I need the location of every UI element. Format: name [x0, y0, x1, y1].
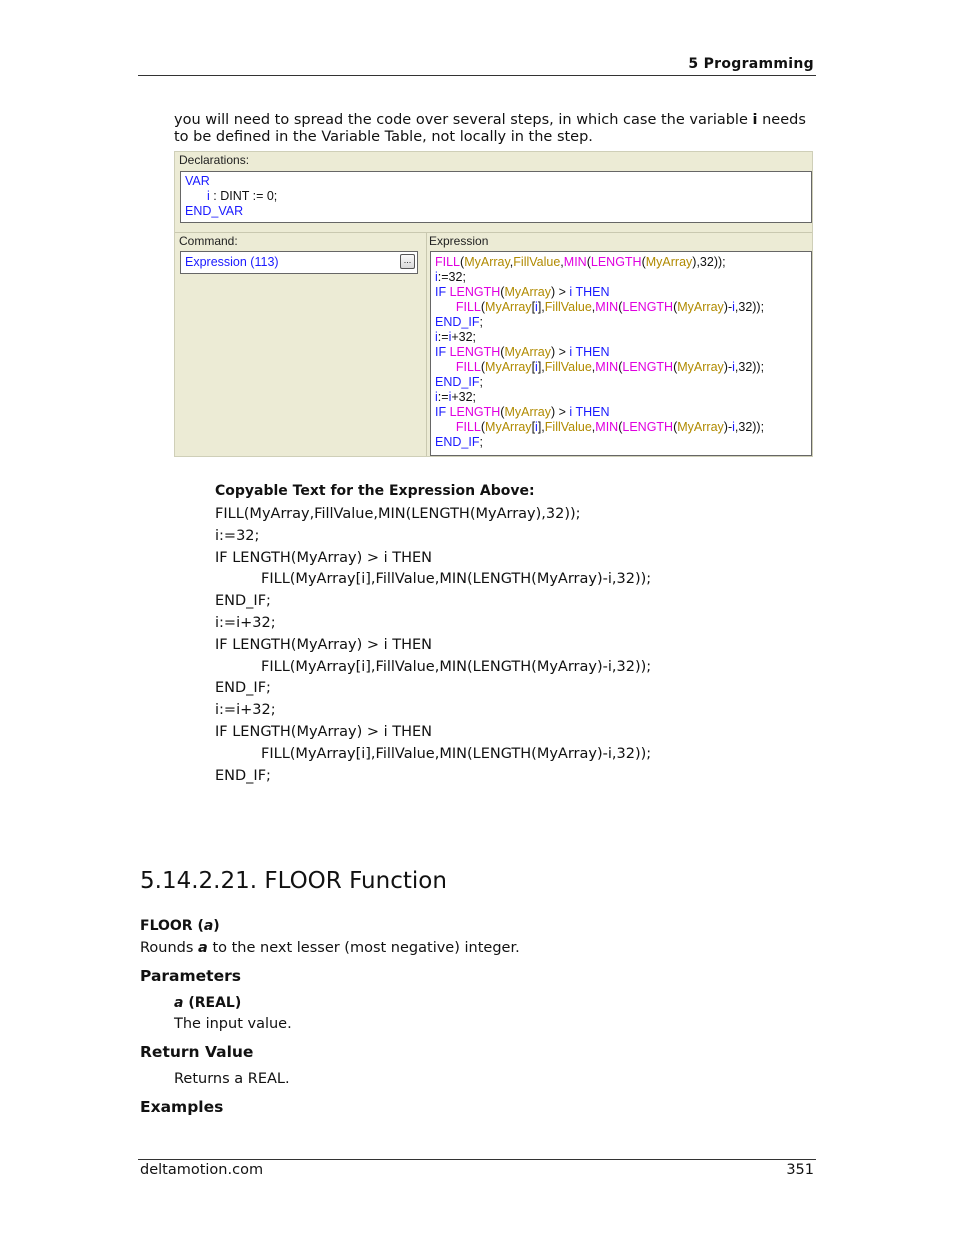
intro-text-2: needs to be defined in the Variable Table, not locally in the step. — [174, 112, 806, 145]
function-description — [140, 940, 520, 956]
copy-line: END_IF; — [215, 680, 271, 697]
copy-line: i:=i+32; — [215, 702, 276, 719]
copy-line: FILL(MyArray[i],FillValue,MIN(LENGTH(MyArray)-i,32)); — [261, 658, 652, 675]
page-number: 351 — [786, 1162, 814, 1178]
declarations-label: Declarations: — [179, 153, 250, 167]
code-line: IF LENGTH(MyArray) > i THEN — [435, 345, 610, 359]
code-line: END_IF; — [435, 315, 483, 329]
header-rule — [138, 75, 816, 76]
signature-close: ) — [213, 918, 220, 934]
parameter-name — [174, 995, 241, 1011]
copy-line: IF LENGTH(MyArray) > i THEN — [215, 723, 433, 740]
copyable-title: Copyable Text for the Expression Above: — [215, 483, 535, 499]
section-heading: 5.14.2.21. FLOOR Function — [140, 868, 447, 894]
signature-name: FLOOR ( — [140, 918, 204, 934]
command-label: Command: — [179, 234, 238, 248]
code-line: IF LENGTH(MyArray) > i THEN — [435, 285, 610, 299]
desc-text-1: Rounds — [140, 940, 199, 956]
decl-line: i : DINT := 0; — [207, 189, 278, 203]
intro-paragraph — [174, 112, 814, 146]
param-type: (REAL) — [183, 995, 242, 1011]
parameter-description: The input value. — [174, 1016, 292, 1032]
examples-heading: Examples — [140, 1098, 224, 1116]
panel-divider — [426, 232, 427, 456]
footer-site: deltamotion.com — [140, 1162, 264, 1178]
copy-line: END_IF; — [215, 767, 271, 784]
command-value: Expression (113) — [185, 255, 279, 269]
code-line: END_IF; — [435, 435, 483, 449]
copy-line: i:=i+32; — [215, 614, 276, 631]
code-line: FILL(MyArray[i],FillValue,MIN(LENGTH(MyArray)-i,32)); — [455, 300, 765, 314]
copy-line: i:=32; — [215, 527, 260, 544]
desc-arg: a — [198, 940, 208, 956]
desc-text-2: to the next lesser (most negative) integer. — [207, 940, 520, 956]
expression-editor[interactable] — [430, 251, 812, 456]
copy-line: IF LENGTH(MyArray) > i THEN — [215, 549, 433, 566]
intro-text-1: you will need to spread the code over several steps, in which case the variable — [174, 112, 753, 128]
expression-label: Expression — [429, 234, 489, 248]
code-line: FILL(MyArray[i],FillValue,MIN(LENGTH(MyArray)-i,32)); — [455, 420, 765, 434]
panel-separator — [175, 232, 812, 233]
editor-screenshot — [174, 151, 813, 457]
decl-end-var: END_VAR — [185, 204, 244, 218]
code-line: IF LENGTH(MyArray) > i THEN — [435, 405, 610, 419]
copy-line: FILL(MyArray[i],FillValue,MIN(LENGTH(MyArray)-i,32)); — [261, 745, 652, 762]
code-line: FILL(MyArray,FillValue,MIN(LENGTH(MyArray),32)); — [435, 255, 726, 269]
param-arg: a — [174, 995, 184, 1011]
copyable-code — [215, 504, 651, 787]
code-line: i:=i+32; — [435, 330, 477, 344]
code-line: FILL(MyArray[i],FillValue,MIN(LENGTH(MyArray)-i,32)); — [455, 360, 765, 374]
command-field[interactable] — [180, 251, 418, 274]
declarations-editor[interactable] — [180, 171, 812, 223]
parameters-heading: Parameters — [140, 967, 241, 985]
copy-line: FILL(MyArray[i],FillValue,MIN(LENGTH(MyArray)-i,32)); — [261, 571, 652, 588]
header-title: 5 Programming — [688, 56, 814, 72]
footer-rule — [138, 1159, 816, 1160]
code-line: END_IF; — [435, 375, 483, 389]
decl-var: VAR — [185, 174, 210, 188]
return-heading: Return Value — [140, 1043, 254, 1061]
intro-variable: i — [752, 112, 758, 128]
copy-line: FILL(MyArray,FillValue,MIN(LENGTH(MyArray),32)); — [215, 506, 581, 522]
copy-line: IF LENGTH(MyArray) > i THEN — [215, 636, 433, 653]
function-signature — [140, 918, 220, 934]
code-line: i:=32; — [435, 270, 466, 284]
ellipsis-button[interactable]: ... — [400, 254, 415, 269]
return-description: Returns a REAL. — [174, 1071, 290, 1087]
copy-line: END_IF; — [215, 593, 271, 610]
code-line: i:=i+32; — [435, 390, 477, 404]
signature-arg: a — [203, 918, 214, 934]
